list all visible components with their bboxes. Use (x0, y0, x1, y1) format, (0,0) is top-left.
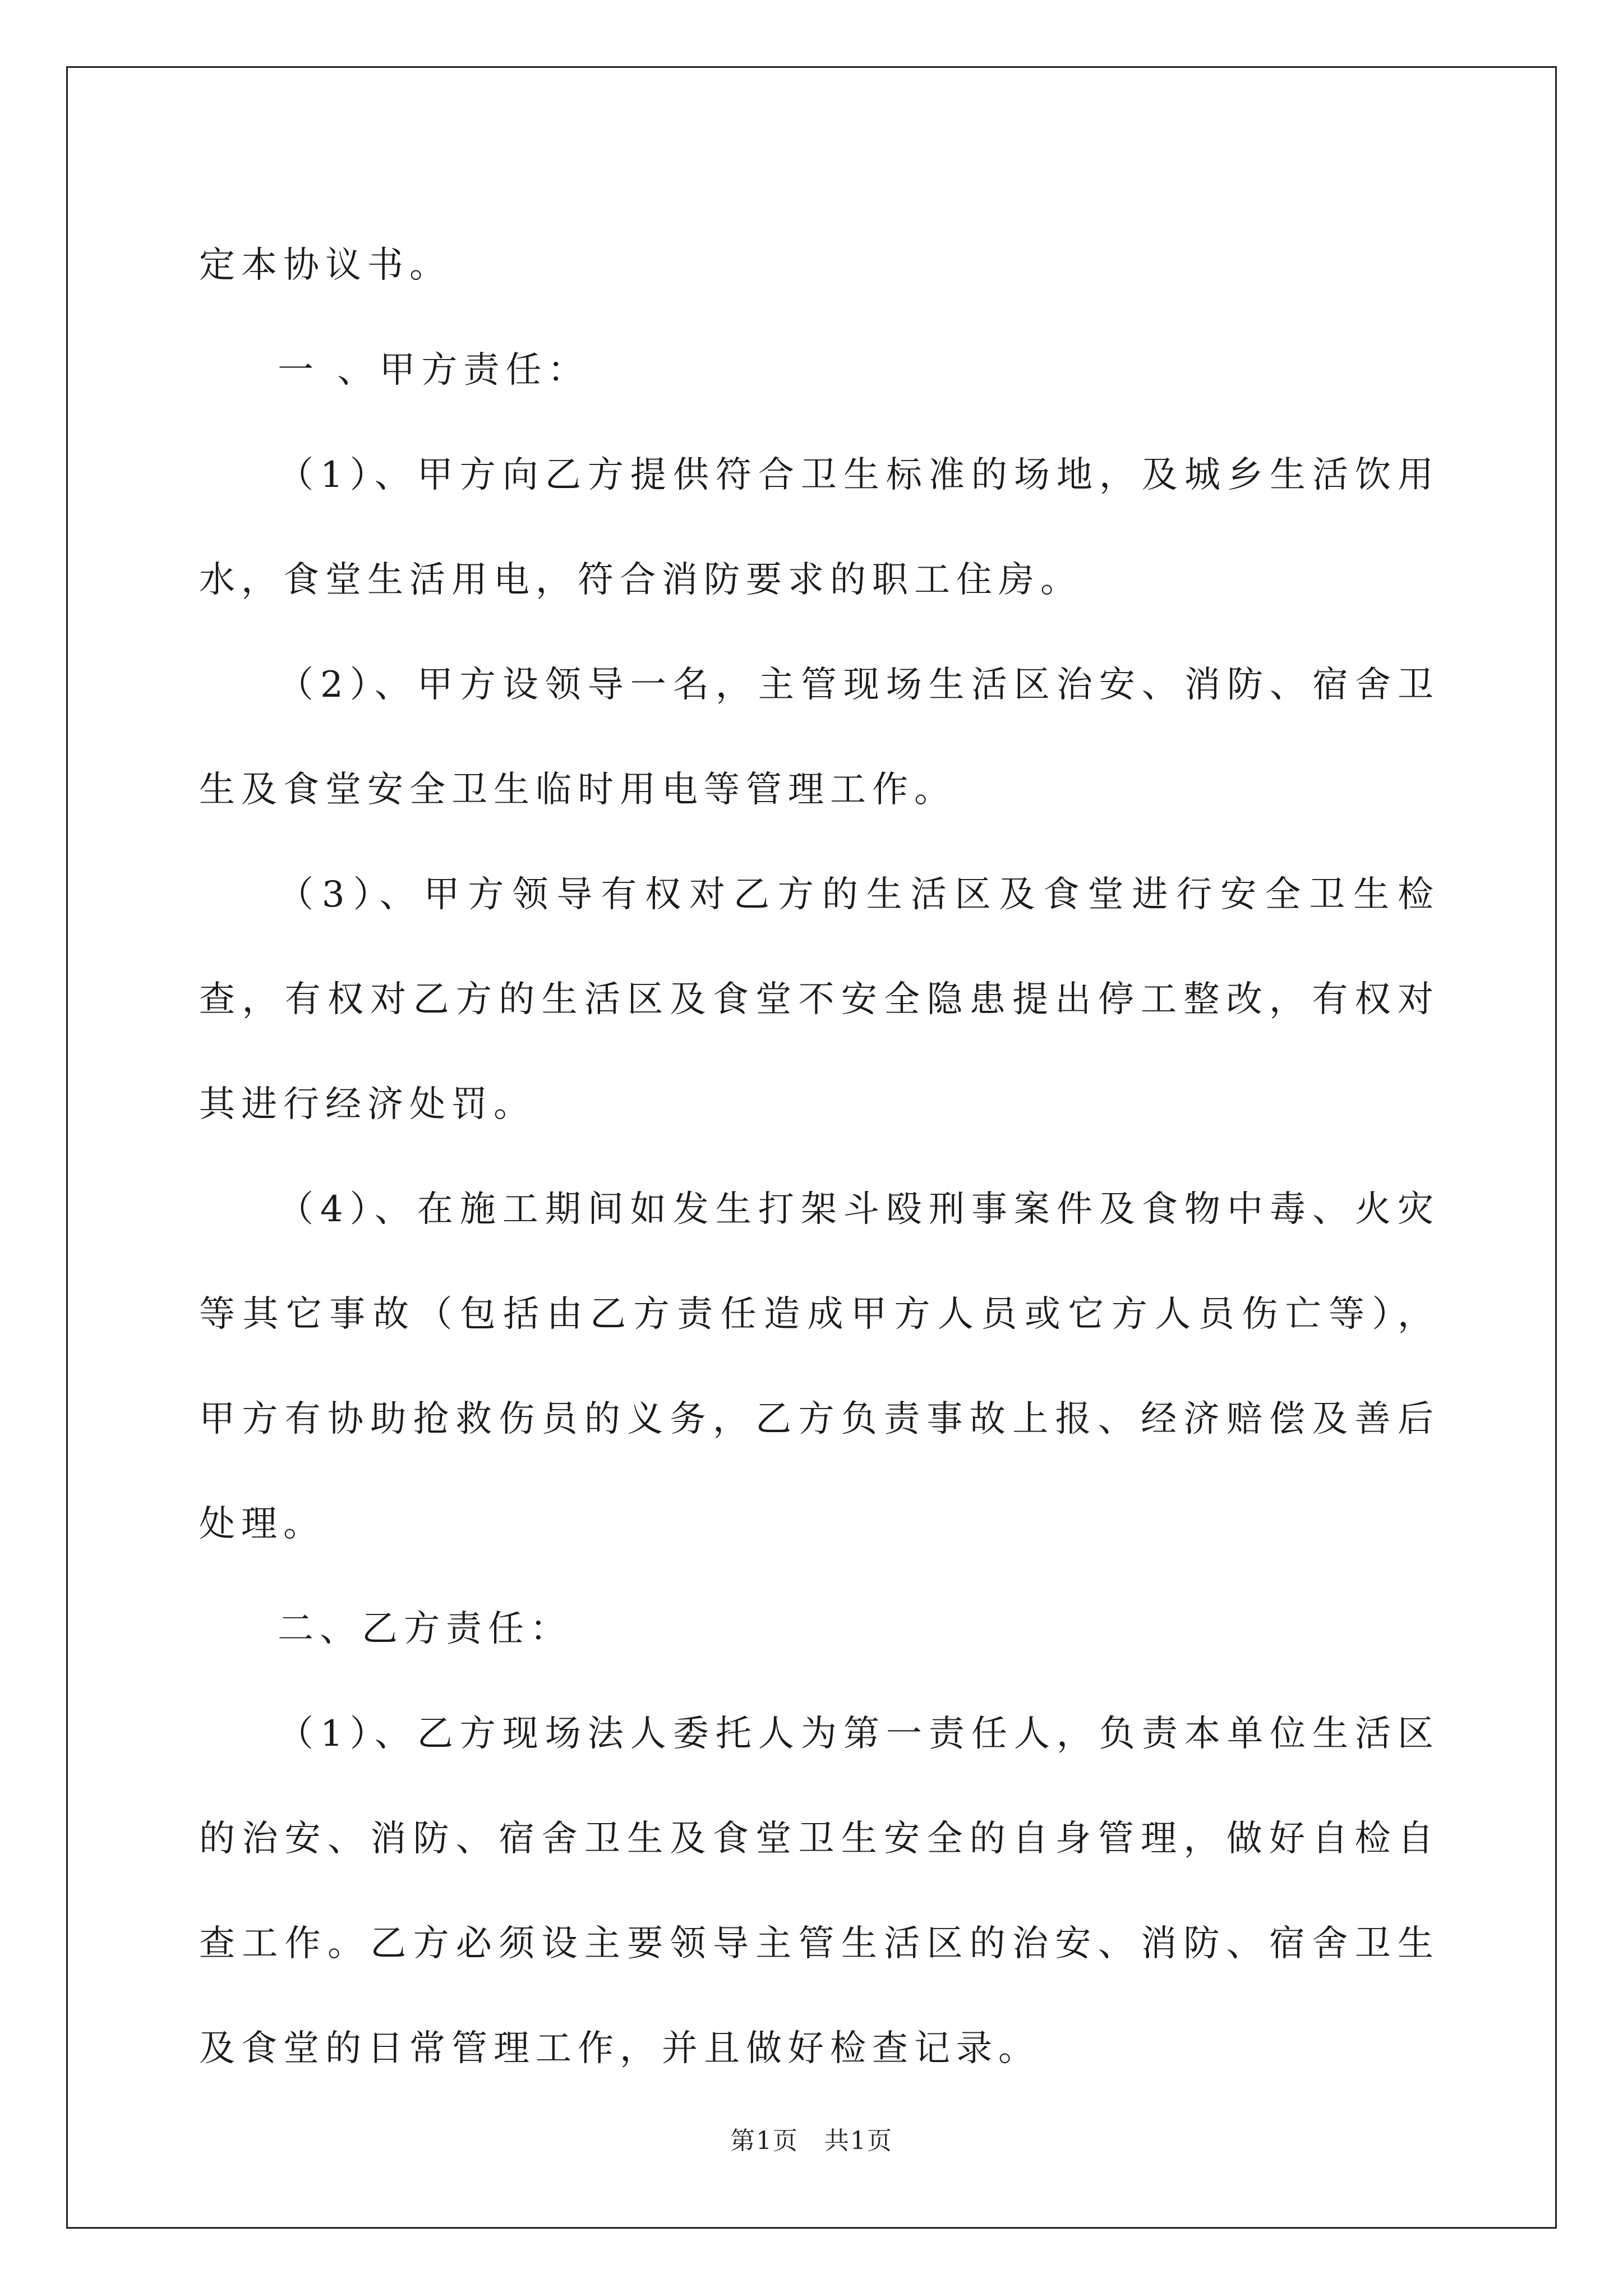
document-body (199, 213, 1440, 2101)
page-number-footer: 第1页 共1页 (730, 2127, 893, 2155)
paragraph-intro-end: 定本协议书。 (199, 245, 451, 286)
paragraph-party-a-item-3: （3）、甲方领导有权对乙方的生活区及食堂进行安全卫生检查，有权对乙方的生活区及食堂不安全隐患提出停工整改，有权对其进行经济处罚。 (199, 874, 1440, 1125)
heading-party-a-responsibilities: 一 、甲方责任： (278, 349, 590, 391)
paragraph-party-a-item-2: （2）、甲方设领导一名，主管现场生活区治安、消防、宿舍卫生及食堂安全卫生临时用电等管理工作。 (199, 664, 1440, 811)
paragraph-party-a-item-1: （1）、甲方向乙方提供符合卫生标准的场地，及城乡生活饮用水，食堂生活用电，符合消防要求的职工住房。 (199, 454, 1440, 601)
paragraph-party-b-item-1: （1）、乙方现场法人委托人为第一责任人，负责本单位生活区的治安、消防、宿舍卫生及食堂卫生安全的自身管理，做好自检自查工作。乙方必须设主要领导主管生活区的治安、消防、宿舍卫生及食堂的日常管理工作，并且做好检查记录。 (199, 1713, 1440, 2069)
paragraph-party-a-item-4: （4）、在施工期间如发生打架斗殴刑事案件及食物中毒、火灾等其它事故（包括由乙方责任造成甲方人员或它方人员伤亡等），甲方有协助抢救伤员的义务，乙方负责事故上报、经济赔偿及善后处理。 (199, 1189, 1440, 1545)
heading-party-b-responsibilities: 二、乙方责任： (278, 1608, 572, 1650)
